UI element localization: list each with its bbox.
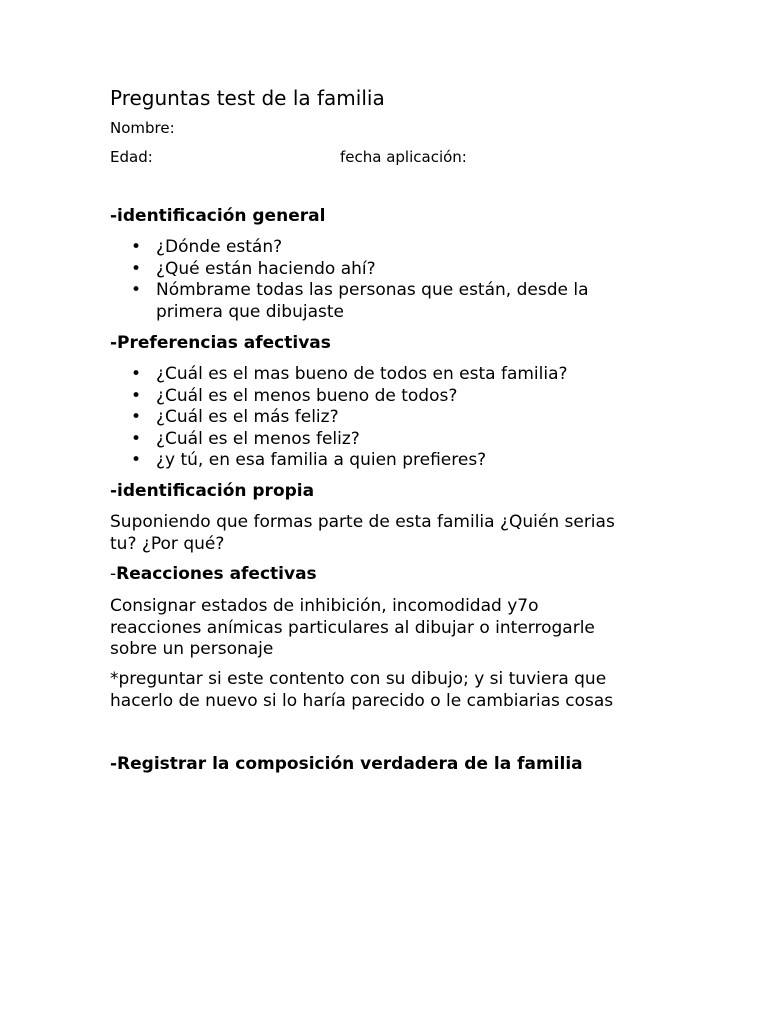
section-heading-reacciones-afectivas: -Reacciones afectivas (110, 564, 317, 584)
list-item: • ¿Cuál es el mas bueno de todos en esta familia? (131, 364, 568, 384)
list-item-continuation: primera que dibujaste (156, 301, 344, 322)
list-item: • Nómbrame todas las personas que están, desde la (131, 280, 589, 300)
list-item: • ¿Cuál es el más feliz? (131, 407, 339, 427)
bullet-icon: • (131, 258, 142, 279)
section-heading-preferencias-afectivas: -Preferencias afectivas (110, 333, 331, 353)
document-title: Preguntas test de la familia (110, 86, 385, 110)
list-item: • ¿Cuál es el menos feliz? (131, 428, 360, 449)
bullet-icon: • (131, 428, 142, 449)
bullet-icon: • (131, 385, 142, 406)
nombre-label: Nombre: (110, 119, 175, 137)
list-item: • ¿Dónde están? (131, 237, 283, 257)
paragraph-reacciones-afectivas: Consignar estados de inhibición, incomodidad y7o reacciones anímicas particulares al dibujar o interrogarle sobre un personaje (110, 596, 595, 659)
section-heading-identificacion-propia: -identificación propia (110, 481, 315, 501)
list-item: • ¿Cuál es el menos bueno de todos? (131, 385, 458, 406)
fecha-aplicacion-label: fecha aplicación: (340, 148, 467, 166)
paragraph-preguntar-contento: *preguntar si este contento con su dibujo; y si tuviera que hacerlo de nuevo si lo haría parecido o le cambiarias cosas (110, 669, 614, 711)
list-identificacion-general (110, 237, 670, 323)
bullet-icon: • (131, 364, 142, 384)
bullet-icon: • (131, 280, 142, 300)
section-heading-registrar-composicion: -Registrar la composición verdadera de la familia (110, 754, 583, 774)
list-item: • ¿y tú, en esa familia a quien prefieres? (131, 450, 487, 470)
bullet-icon: • (131, 407, 142, 427)
list-preferencias-afectivas (110, 364, 670, 472)
section-heading-identificacion-general: -identificación general (110, 206, 326, 226)
bullet-icon: • (131, 237, 142, 257)
bullet-icon: • (131, 450, 142, 470)
list-item: • ¿Qué están haciendo ahí? (131, 258, 376, 279)
edad-label: Edad: (110, 148, 153, 166)
paragraph-identificacion-propia: Suponiendo que formas parte de esta familia ¿Quién serias tu? ¿Por qué? (110, 512, 615, 554)
